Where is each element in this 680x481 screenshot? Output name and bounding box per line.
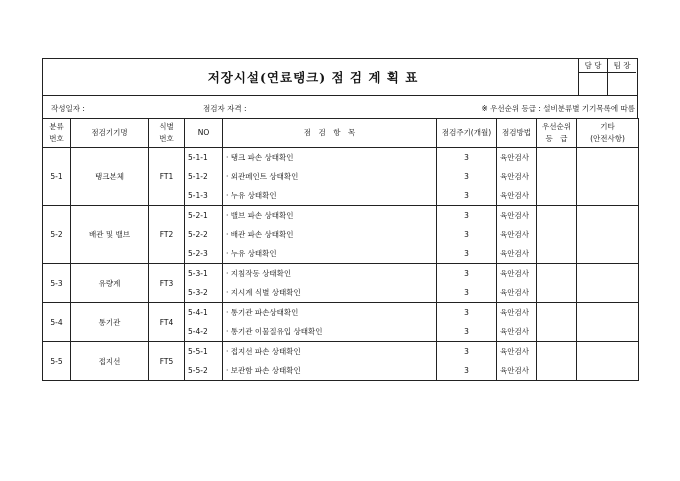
inspection-item-cell: · 접지선 파손 상태확인 bbox=[223, 342, 437, 362]
equipment-name-cell: 탱크본체 bbox=[71, 148, 149, 206]
etc-cell bbox=[577, 303, 639, 342]
col-method: 점검방법 bbox=[497, 119, 537, 148]
inspection-item-cell: · 통기관 이물질유입 상태확인 bbox=[223, 322, 437, 342]
col-etc: 기타 (안전사항) bbox=[577, 119, 639, 148]
table-header-row bbox=[43, 119, 639, 148]
item-no-cell: 5-3-1 bbox=[185, 264, 223, 284]
etc-cell bbox=[577, 206, 639, 264]
sheet-header bbox=[42, 58, 638, 95]
inspection-cycle-cell: 3 bbox=[437, 186, 497, 206]
item-no-cell: 5-1-1 bbox=[185, 148, 223, 168]
class-no-cell: 5-5 bbox=[43, 342, 71, 381]
inspection-method-cell: 육안검사 bbox=[497, 342, 537, 362]
etc-cell bbox=[577, 342, 639, 381]
col-class-no: 분류 번호 bbox=[43, 119, 71, 148]
priority-cell bbox=[537, 148, 577, 206]
approval-signature-manager[interactable] bbox=[608, 73, 636, 95]
item-no-cell: 5-2-1 bbox=[185, 206, 223, 226]
table-row bbox=[43, 148, 639, 168]
inspection-method-cell: 육안검사 bbox=[497, 322, 537, 342]
inspection-item-cell: · 누유 상태확인 bbox=[223, 186, 437, 206]
class-no-cell: 5-1 bbox=[43, 148, 71, 206]
ident-no-cell: FT3 bbox=[149, 264, 185, 303]
inspector-qualification-label: 점검자 자격 : bbox=[203, 104, 247, 113]
class-no-cell: 5-2 bbox=[43, 206, 71, 264]
priority-note: ※ 우선순위 등급 : 설비분류별 기기목록에 따름 bbox=[481, 104, 635, 113]
inspection-cycle-cell: 3 bbox=[437, 264, 497, 284]
inspection-method-cell: 육안검사 bbox=[497, 361, 537, 381]
inspection-item-cell: · 외관페인트 상태확인 bbox=[223, 167, 437, 186]
inspection-item-cell: · 누유 상태확인 bbox=[223, 244, 437, 264]
col-no: NO bbox=[185, 119, 223, 148]
class-no-cell: 5-3 bbox=[43, 264, 71, 303]
inspection-method-cell: 육안검사 bbox=[497, 264, 537, 284]
table-row bbox=[43, 264, 639, 284]
inspection-cycle-cell: 3 bbox=[437, 283, 497, 303]
inspection-cycle-cell: 3 bbox=[437, 361, 497, 381]
inspection-cycle-cell: 3 bbox=[437, 342, 497, 362]
inspection-item-cell: · 밸브 파손 상태확인 bbox=[223, 206, 437, 226]
inspection-cycle-cell: 3 bbox=[437, 244, 497, 264]
class-no-cell: 5-4 bbox=[43, 303, 71, 342]
inspection-cycle-cell: 3 bbox=[437, 148, 497, 168]
ident-no-cell: FT2 bbox=[149, 206, 185, 264]
inspection-method-cell: 육안검사 bbox=[497, 206, 537, 226]
inspection-item-cell: · 탱크 파손 상태확인 bbox=[223, 148, 437, 168]
col-items: 점 검 항 목 bbox=[223, 119, 437, 148]
inspection-method-cell: 육안검사 bbox=[497, 186, 537, 206]
col-priority: 우선순위 등 급 bbox=[537, 119, 577, 148]
ident-no-cell: FT4 bbox=[149, 303, 185, 342]
item-no-cell: 5-1-2 bbox=[185, 167, 223, 186]
inspection-cycle-cell: 3 bbox=[437, 322, 497, 342]
item-no-cell: 5-2-2 bbox=[185, 225, 223, 244]
approval-signature-staff[interactable] bbox=[579, 73, 608, 95]
approval-box bbox=[578, 59, 637, 95]
priority-cell bbox=[537, 342, 577, 381]
table-row bbox=[43, 303, 639, 323]
item-no-cell: 5-5-2 bbox=[185, 361, 223, 381]
ident-no-cell: FT1 bbox=[149, 148, 185, 206]
page-title: 저장시설(연료탱크) 점 검 계 획 표 bbox=[207, 70, 419, 85]
inspection-cycle-cell: 3 bbox=[437, 225, 497, 244]
author-date-label: 작성일자 : bbox=[51, 104, 85, 113]
approval-label-staff: 담 당 bbox=[579, 59, 608, 73]
inspection-method-cell: 육안검사 bbox=[497, 148, 537, 168]
inspection-cycle-cell: 3 bbox=[437, 303, 497, 323]
priority-cell bbox=[537, 206, 577, 264]
inspection-item-cell: · 배관 파손 상태확인 bbox=[223, 225, 437, 244]
equipment-name-cell: 통기관 bbox=[71, 303, 149, 342]
col-ident-no: 식별 번호 bbox=[149, 119, 185, 148]
inspection-cycle-cell: 3 bbox=[437, 206, 497, 226]
inspection-method-cell: 육안검사 bbox=[497, 303, 537, 323]
inspection-method-cell: 육안검사 bbox=[497, 244, 537, 264]
col-equipment: 점검기기명 bbox=[71, 119, 149, 148]
table-row bbox=[43, 206, 639, 226]
approval-label-manager: 팀 장 bbox=[608, 59, 636, 73]
equipment-name-cell: 배관 및 밸브 bbox=[71, 206, 149, 264]
etc-cell bbox=[577, 264, 639, 303]
inspection-item-cell: · 지침작동 상태확인 bbox=[223, 264, 437, 284]
etc-cell bbox=[577, 148, 639, 206]
equipment-name-cell: 유량계 bbox=[71, 264, 149, 303]
equipment-name-cell: 접지선 bbox=[71, 342, 149, 381]
inspection-item-cell: · 보관함 파손 상태확인 bbox=[223, 361, 437, 381]
inspection-cycle-cell: 3 bbox=[437, 167, 497, 186]
inspection-method-cell: 육안검사 bbox=[497, 225, 537, 244]
item-no-cell: 5-4-1 bbox=[185, 303, 223, 323]
priority-cell bbox=[537, 303, 577, 342]
info-row bbox=[42, 95, 638, 118]
item-no-cell: 5-2-3 bbox=[185, 244, 223, 264]
inspection-item-cell: · 통기관 파손상태확인 bbox=[223, 303, 437, 323]
priority-cell bbox=[537, 264, 577, 303]
inspection-table bbox=[42, 118, 639, 381]
item-no-cell: 5-4-2 bbox=[185, 322, 223, 342]
table-row bbox=[43, 342, 639, 362]
inspection-method-cell: 육안검사 bbox=[497, 283, 537, 303]
item-no-cell: 5-1-3 bbox=[185, 186, 223, 206]
item-no-cell: 5-5-1 bbox=[185, 342, 223, 362]
inspection-method-cell: 육안검사 bbox=[497, 167, 537, 186]
item-no-cell: 5-3-2 bbox=[185, 283, 223, 303]
inspection-plan-sheet bbox=[42, 58, 638, 381]
col-cycle: 점검주기(개월) bbox=[437, 119, 497, 148]
ident-no-cell: FT5 bbox=[149, 342, 185, 381]
inspection-item-cell: · 지시계 식별 상태확인 bbox=[223, 283, 437, 303]
